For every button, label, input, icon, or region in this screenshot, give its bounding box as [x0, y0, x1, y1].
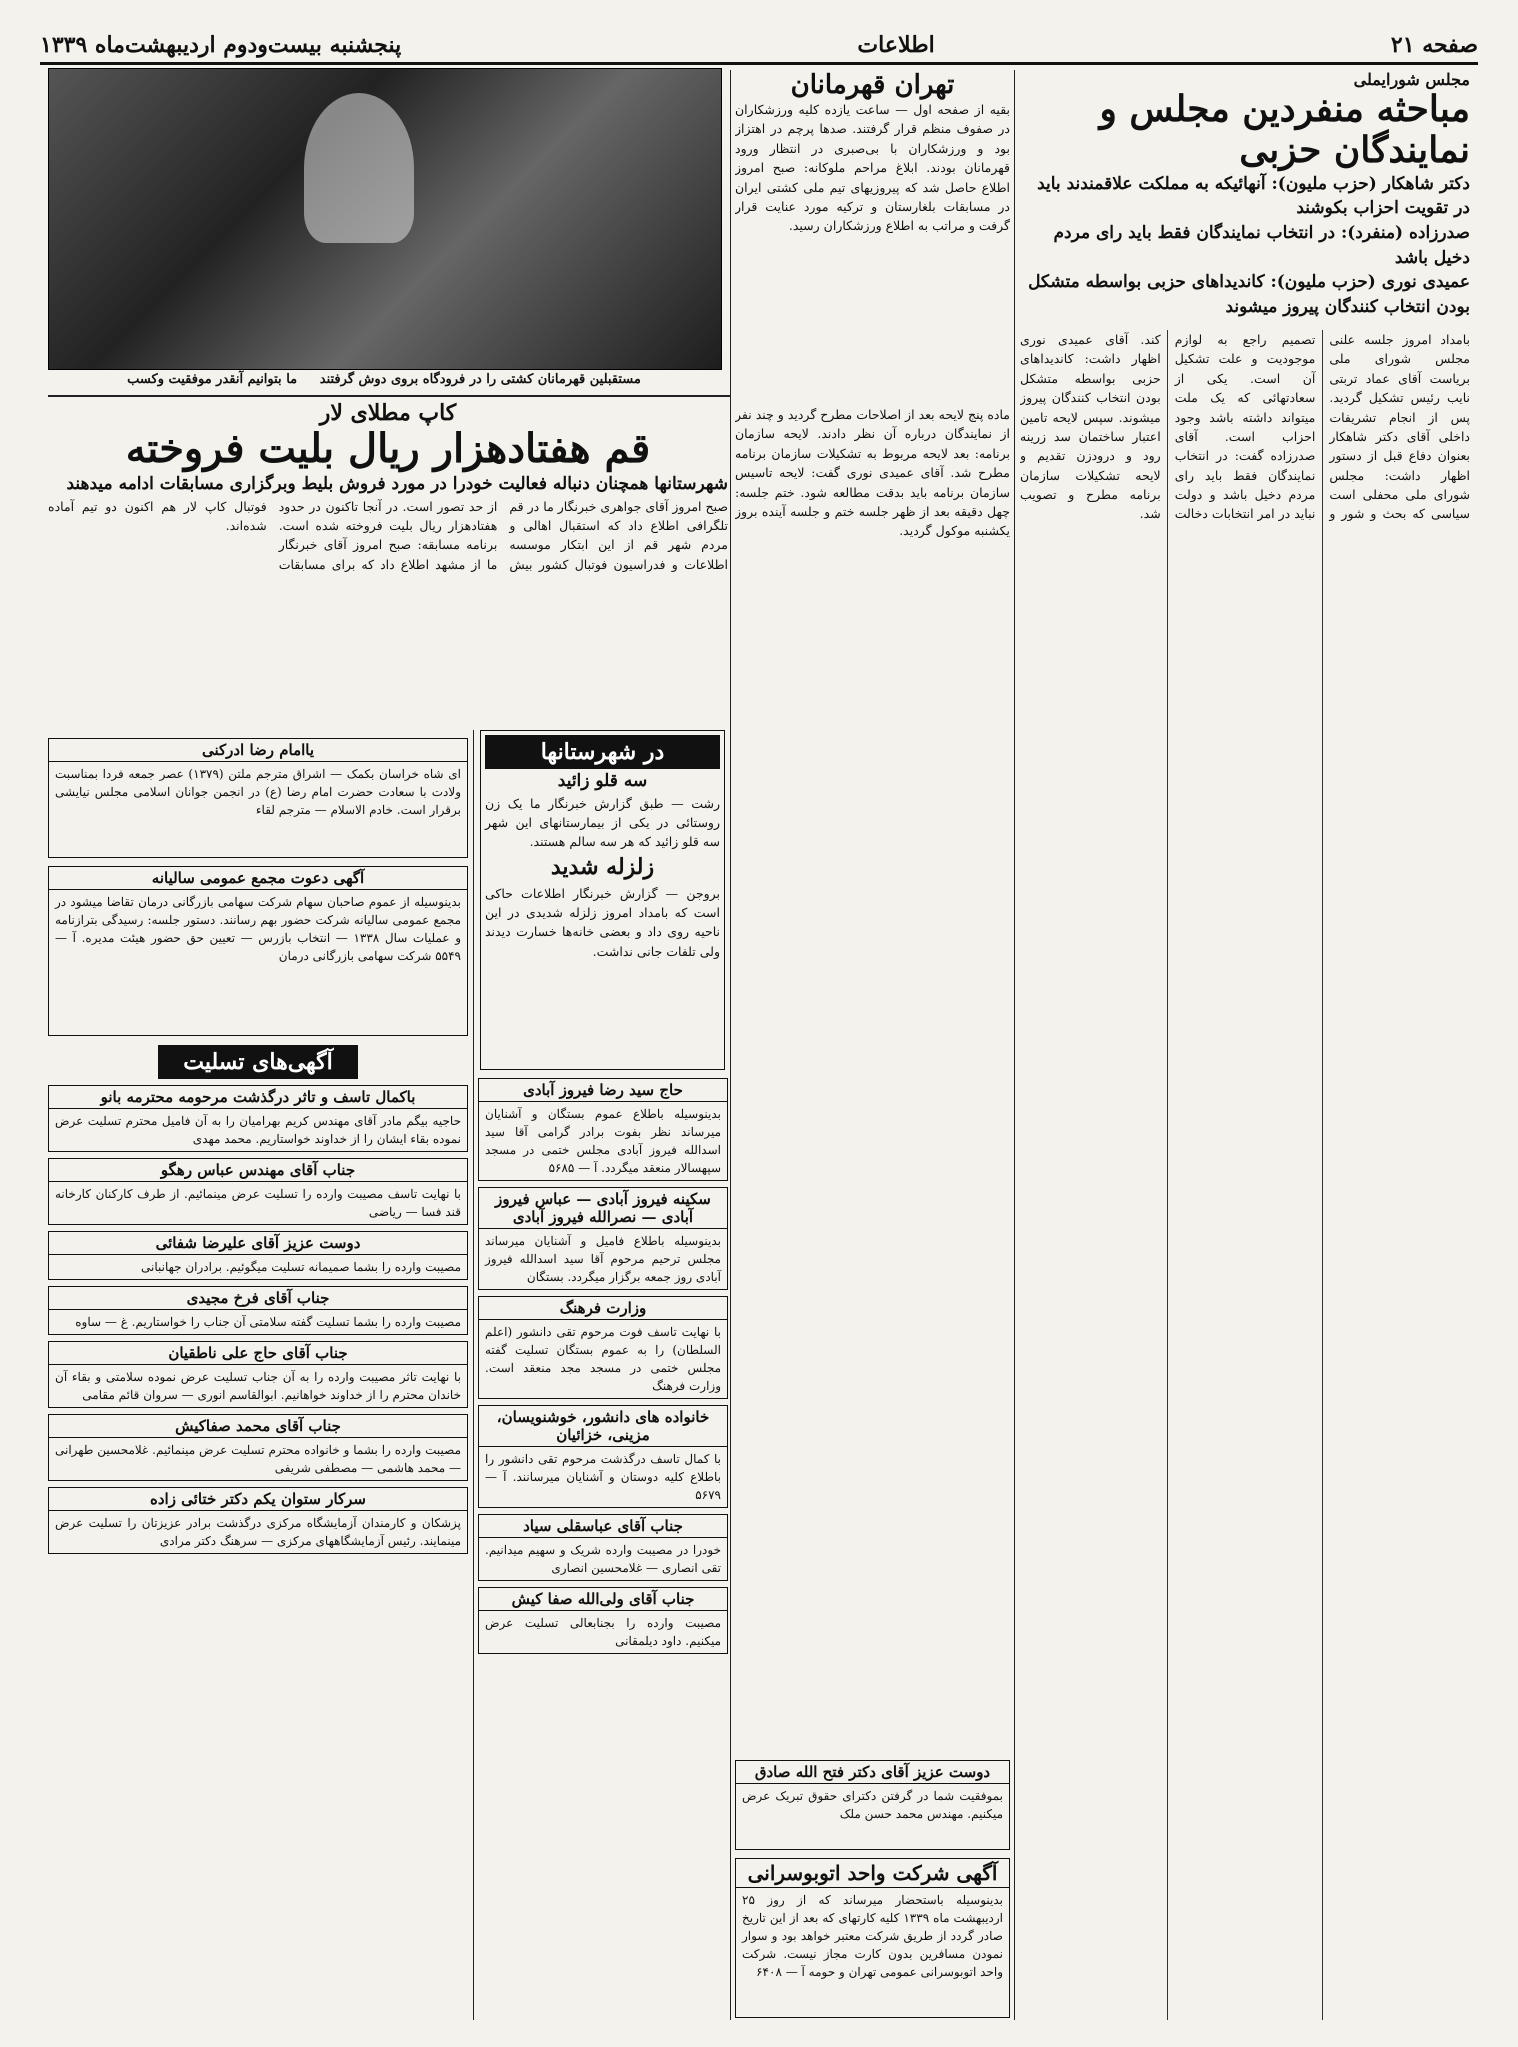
condolence-section	[48, 1045, 468, 2015]
mourning-item: سکینه فیروز آبادی — عباس فیروز آبادی — نصرالله فیروز آبادی بدینوسیله باطلاع فامیل و آشنایان میرساند مجلس ترحیم مرحوم آقا سید اسدالله فیروز آبادی روز جمعه برگزار میگردد. بستگان	[478, 1187, 728, 1290]
provinces-item1-body: رشت — طبق گزارش خبرنگار ما یک زن روستائی در یکی از بیمارستانهای این شهر سه قلو زائید که هر سه سالم هستند.	[485, 795, 720, 850]
notice-2	[48, 866, 468, 1036]
column-rule	[473, 730, 474, 2020]
lottery-headline: قم هفتادهزار ریال بلیت فروخته	[125, 425, 651, 472]
notice-2-title: آگهی دعوت مجمع عمومی سالیانه	[49, 867, 467, 890]
mourning-item: جناب آقای عباسقلی سیاد خودرا در مصیبت وارده شریک و سهیم میدانیم. تقی انصاری — غلامحسین انصاری	[478, 1514, 728, 1581]
thanks-notice-title: دوست عزیز آقای دکتر فتح الله صادق	[736, 1761, 1009, 1784]
column-rule	[730, 70, 731, 2020]
condolence-item: جناب آقای فرخ مجیدی مصیبت وارده را بشما تسلیت گفته سلامتی آن جناب را خواستاریم. غ — ساوه	[48, 1286, 468, 1335]
lottery-article	[48, 400, 728, 730]
majlis-subhead-2: صدرزاده (منفرد): در انتخاب نمایندگان فقط باید رای مردم دخیل باشد	[1053, 223, 1470, 268]
mourning-section	[478, 1078, 728, 2018]
majlis-kicker: مجلس شورایملی	[1353, 70, 1470, 89]
provinces-title: در شهرستانها	[485, 735, 720, 769]
condolence-item: جناب آقای محمد صفاکیش مصیبت وارده را بشما و خانواده محترم تسلیت عرض مینمائیم. غلامحسین طهرانی — محمد هاشمی — مصطفی شریفی	[48, 1414, 468, 1481]
condolence-banner: آگهی‌های تسلیت	[158, 1045, 358, 1079]
condolence-item: جناب آقای حاج علی ناطقیان با نهایت تاثر مصیبت وارده را به آن جناب تسلیت عرض نموده سلامتی و بقاء آن خاندان محترم را از خداوند خواهانیم. ابوالقاسم انوری — سروان قائم مقامی	[48, 1341, 468, 1408]
tehran-champions-title: تهران قهرمانان	[790, 70, 955, 100]
provinces-item2-title: زلزله شدید	[550, 853, 655, 880]
issue-date: پنجشنبه بیست‌ودوم اردیبهشت‌ماه ۱۳۳۹	[40, 32, 402, 58]
provinces-section	[480, 730, 725, 1070]
provinces-item1-title: سه قلو زائید	[557, 771, 648, 791]
mourning-item: خانواده های دانشور، خوشنویسان، مزینی، خزائیان با کمال تاسف درگذشت مرحوم تقی دانشور را باطلاع کلیه دوستان و آشنایان میرسانند. آ — ۵۶۷۹	[478, 1405, 728, 1508]
bus-ad-body: بدینوسیله باستحضار میرساند که از روز ۲۵ اردیبهشت ماه ۱۳۳۹ کلیه کارتهای که بعد از این تاریخ صادر گردد از طریق شرکت معتبر خواهد بود و سوار نمودن مسافرین بدون کارت مجاز نیست. شرکت واحد اتوبوسرانی عمومی تهران و حومه آ — ۶۴۰۸	[742, 1893, 1004, 1979]
mourning-item: جناب آقای ولی‌الله صفا کیش مصیبت وارده را بجنابعالی تسلیت عرض میکنیم. داود دیلمقانی	[478, 1587, 728, 1654]
mourning-item: وزارت فرهنگ با نهایت تاسف فوت مرحوم تقی دانشور (اعلم السلطان) را به عموم بستگان تسلیت گفته مجلس ختمی در مسجد مجد منعقد است. وزارت فرهنگ	[478, 1296, 728, 1399]
tehran-champions-body: بقیه از صفحه اول — ساعت یازده کلیه ورزشکاران در صفوف منظم قرار گرفتند. صدها پرچم در اهتزاز بود و ورزشکاران با بی‌صبری در انتظار ورود قهرمانان بودند. ابلاغ مراحم ملوکانه: صبح امروز اطلاع حاصل شد که پیروزیهای تیم ملی کشتی ایران در مسابقات بلغارستان و ترکیه مورد عنایت قرار گرفت و مراتب به اطلاع ورزشکاران رسید.	[735, 102, 1010, 234]
bus-ad-title: آگهی شرکت واحد اتوبوسرانی	[736, 1859, 1009, 1888]
majlis-headline: مباحثه منفردین مجلس و نمایندگان حزبی	[1099, 88, 1470, 172]
column-rule	[1014, 70, 1015, 2020]
mourning-item: حاج سید رضا فیروز آبادی بدینوسیله باطلاع عموم بستگان و آشنایان میرساند نظر بفوت برادر گرامی آقا سید اسدالله فیروز آبادی مجلس ختمی در مسجد سپهسالار منعقد میگردد. آ — ۵۶۸۵	[478, 1078, 728, 1181]
masthead	[40, 28, 1478, 65]
bus-company-ad	[735, 1858, 1010, 2018]
lottery-kicker: کاپ مطلای لار	[319, 400, 457, 426]
continuation-body: ماده پنج لایحه بعد از اصلاحات مطرح گردید و چند نفر از نمایندگان درباره آن نظر دادند. لایحه سازمان برنامه: بعد لایحه مربوط به تشکیلات سازمان برنامه مطرح شد. آقای عمیدی نوری گفت: لایحه تاسیس سازمان برنامه باید بدقت مطالعه شود. ختم جلسه: چهل دقیقه بعد از ظهر جلسه ختم و جلسه آینده بروز یکشنبه موکول گردید.	[735, 407, 1010, 539]
page-number: صفحه ۲۱	[1390, 32, 1478, 58]
provinces-item2-body: بروجن — گزارش خبرنگار اطلاعات حاکی است که بامداد امروز زلزله شدیدی در این ناحیه روی داد و بعضی خانه‌ها خسارت دیدند ولی تلفات جانی نداشت.	[485, 885, 720, 959]
wrestlers-photo	[48, 68, 722, 370]
majlis-article-header	[1020, 70, 1470, 320]
condolence-item: دوست عزیز آقای علیرضا شفائی مصیبت وارده را بشما صمیمانه تسلیت میگوئیم. برادران جهانبانی	[48, 1231, 468, 1280]
newspaper-name: اطلاعات	[857, 32, 935, 58]
thanks-notice-body: بموفقیت شما در گرفتن دکترای حقوق تبریک عرض میکنیم. مهندس محمد حسن ملک	[742, 1789, 1003, 1821]
lottery-subhead: شهرستانها همچنان دنباله فعالیت خودرا در مورد فروش بلیط وبرگزاری مسابقات ادامه میدهند	[66, 474, 728, 494]
photo-caption: مستقبلین قهرمانان کشتی را در فرودگاه بروی دوش گرفتند ما بتوانیم آنقدر موفقیت وکسب	[127, 372, 641, 387]
thanks-notice	[735, 1760, 1010, 1850]
notice-1-title: یاامام رضا ادرکنی	[49, 739, 467, 762]
photo-caption-left: ما بتوانیم آنقدر موفقیت وکسب	[127, 372, 298, 387]
section-rule	[48, 395, 730, 397]
majlis-subhead-3: عمیدی نوری (حزب ملیون): کاندیداهای حزبی بواسطه متشکل بودن انتخاب کنندگان پیروز میشوند	[1028, 272, 1470, 317]
tehran-champions-article	[735, 70, 1010, 400]
condolence-item: سرکار ستوان یکم دکتر ختائی زاده پزشکان و کارمندان آزمایشگاه مرکزی درگذشت برادر عزیزتان را تسلیت عرض مینمایند. رئیس آزمایشگاههای مرکزی — سرهنگ دکتر مرادی	[48, 1487, 468, 1554]
majlis-subhead-1: دکتر شاهکار (حزب ملیون): آنهائیکه به مملکت علاقمندند باید در تقویت احزاب بکوشند	[1037, 173, 1470, 219]
notice-2-body: بدینوسیله از عموم صاحبان سهام شرکت سهامی بازرگانی درمان تقاضا میشود در مجمع عمومی سالیانه شرکت حضور بهم رسانند. دستور جلسه: رسیدگی بترازنامه و عملیات سال ۱۳۳۸ — انتخاب بازرس — تعیین حق حضور هیئت مدیره. آ — ۵۵۴۹ شرکت سهامی بازرگانی درمان	[55, 895, 461, 963]
champion-figure	[304, 93, 414, 243]
lottery-body: صبح امروز آقای جواهری خبرنگار ما در قم تلگرافی اطلاع داد که استقبال اهالی و مردم شهر قم از این ابتکار موسسه اطلاعات و فدراسیون فوتبال کشور بیش از حد تصور است. در آنجا تاکنون در حدود هفتادهزار ریال بلیت فروخته شده است. برنامه مسابقه: صبح امروز آقای خبرنگار ما از مشهد اطلاع داد که برای مسابقات فوتبال کاپ لار هم اکنون دو تیم آماده شده‌اند.	[48, 498, 728, 572]
condolence-item: جناب آقای مهندس عباس رهگو با نهایت تاسف مصیبت وارده را تسلیت عرض مینمائیم. از طرف کارکنان کارخانه قند فسا — ریاضی	[48, 1158, 468, 1225]
notice-1	[48, 738, 468, 858]
notice-1-body: ای شاه خراسان بکمک — اشراق مترجم ملتن (۱۳۷۹) عصر جمعه فردا بمناسبت ولادت با سعادت حضرت امام رضا (ع) در انجمن جوانان اسلامی مجلس نیایشی برقرار است. خادم الاسلام — مترجم لقاء	[55, 767, 461, 817]
condolence-item: باکمال تاسف و تاثر درگذشت مرحومه محترمه بانو حاجیه بیگم مادر آقای مهندس کریم بهرامیان را به آن فامیل محترم تسلیت عرض نموده بقاء ایشان را از خداوند خواستاریم. محمد مهدی	[48, 1085, 468, 1152]
majlis-article-body: بامداد امروز جلسه علنی مجلس شورای ملی بریاست آقای عماد تربتی نایب رئیس تشکیل گردید. پس از انجام تشریفات داخلی آقای دکتر شاهکار بعنوان دفاع قبل از دستور اظهار داشت: مجلس شورای ملی محفلی است سیاسی که بحث و شور و تصمیم راجع به لوازم موجودیت و علت تشکیل آن است. یکی از سعادتهائی که یک ملت میتواند داشته باشد وجود احزاب است. آقای صدرزاده گفت: در انتخاب نمایندگان فقط باید رای مردم دخیل باشد و دولت نباید در امر انتخابات دخالت کند. آقای عمیدی نوری اظهار داشت: کاندیداهای حزبی بواسطه متشکل بودن انتخاب کنندگان پیروز میشوند. سپس لایحه تامین اعتبار ساختمان سد زرینه رود و درودزن تقدیم و لایحه تشکیلات سازمان برنامه مطرح و تصویب شد.	[1020, 332, 1470, 522]
